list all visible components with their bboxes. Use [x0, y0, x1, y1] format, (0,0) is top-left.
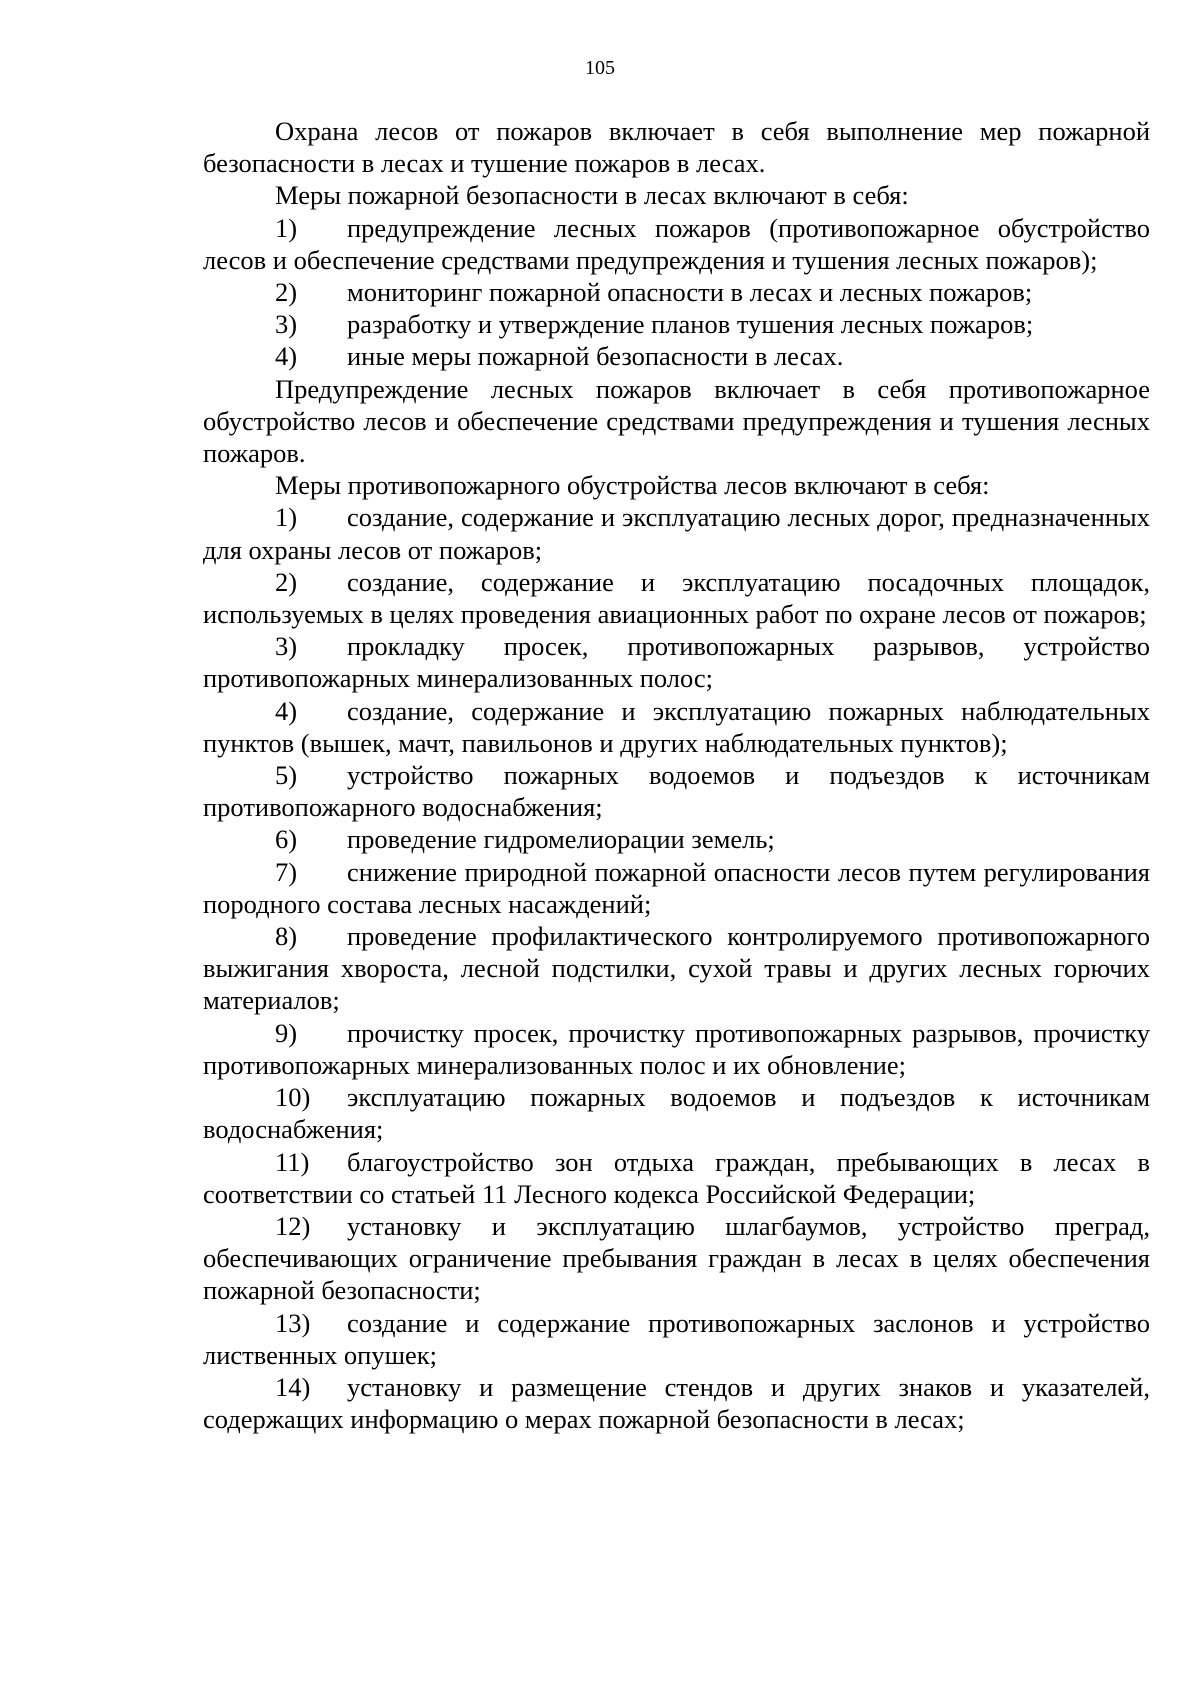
list-item-number: 7) [275, 856, 298, 887]
list-item [203, 308, 1150, 340]
document-body [203, 115, 1150, 1435]
list-item [203, 1307, 1150, 1371]
list-item [203, 566, 1150, 630]
list-item-text: эксплуатацию пожарных водоемов и подъездов к источникам водоснабжения; [203, 1082, 1150, 1145]
list-item [203, 1081, 1150, 1145]
list-item [203, 1210, 1150, 1307]
list-item [203, 1017, 1150, 1081]
page-number: 105 [585, 57, 615, 79]
list-item-number: 9) [275, 1017, 298, 1048]
list-item [203, 501, 1150, 565]
list-item-number: 3) [275, 309, 298, 340]
list-item-text: благоустройство зон отдыха граждан, пребывающих в лесах в соответствии со статьей 11 Лесного кодекса Российской Федерации; [203, 1146, 1150, 1209]
list-item-text: предупреждение лесных пожаров (противопожарное обустройство лесов и обеспечение средствами предупреждения и тушения лесных пожаров); [203, 212, 1150, 275]
list-item-number: 11) [275, 1146, 310, 1177]
list-item-number: 1) [275, 212, 298, 243]
list-item-text: создание, содержание и эксплуатацию пожарных наблюдательных пунктов (вышек, мачт, павильонов и других наблюдательных пунктов); [203, 695, 1150, 758]
list-item-text: иные меры пожарной безопасности в лесах. [347, 341, 844, 372]
list-item-number: 14) [275, 1371, 311, 1402]
list-item [203, 630, 1150, 694]
paragraph: Меры противопожарного обустройства лесов включают в себя: [275, 470, 990, 501]
list-item [203, 823, 1150, 855]
list-item-number: 2) [275, 277, 298, 308]
list-item [203, 759, 1150, 823]
list-item-text: установку и эксплуатацию шлагбаумов, устройство преград, обеспечивающих ограничение пребывания граждан в лесах в целях обеспечения пожарной безопасности; [203, 1210, 1150, 1306]
list-item-text: снижение природной пожарной опасности лесов путем регулирования породного состава лесных насаждений; [203, 856, 1150, 919]
list-item-number: 3) [275, 631, 298, 662]
paragraph: Предупреждение лесных пожаров включает в себя противопожарное обустройство лесов и обеспечение средствами предупреждения и тушения лесных пожаров. [203, 373, 1150, 469]
list-item [203, 276, 1150, 308]
list-item [203, 212, 1150, 276]
list-item-number: 13) [275, 1307, 311, 1338]
list-item [203, 920, 1150, 1017]
list-item-number: 6) [275, 824, 298, 855]
list-item-text: устройство пожарных водоемов и подъездов к источникам противопожарного водоснабжения; [203, 760, 1150, 823]
list-item-number: 1) [275, 502, 298, 533]
list-item-text: проведение гидромелиорации земель; [347, 824, 775, 855]
list-item-text: установку и размещение стендов и других знаков и указателей, содержащих информацию о мерах пожарной безопасности в лесах; [203, 1371, 1150, 1435]
list-item-text: прокладку просек, противопожарных разрывов, устройство противопожарных минерализованных полос; [203, 631, 1150, 694]
paragraph: Охрана лесов от пожаров включает в себя выполнение мер пожарной безопасности в лесах и тушение пожаров в лесах. [203, 116, 1150, 179]
list-item-text: создание, содержание и эксплуатацию лесных дорог, предназначенных для охраны лесов от пожаров; [203, 502, 1150, 565]
list-item-number: 4) [275, 341, 298, 372]
list-item [203, 695, 1150, 759]
list-item-number: 10) [275, 1082, 311, 1113]
list-item [203, 340, 1150, 372]
list-item-number: 2) [275, 566, 298, 597]
list-item-text: прочистку просек, прочистку противопожарных разрывов, прочистку противопожарных минерализованных полос и их обновление; [203, 1017, 1150, 1080]
list-item-number: 12) [275, 1210, 311, 1241]
list-item [203, 856, 1150, 920]
paragraph: Меры пожарной безопасности в лесах включают в себя: [275, 180, 909, 211]
list-item [203, 1371, 1150, 1435]
list-item-number: 5) [275, 760, 298, 791]
list-item-number: 8) [275, 921, 298, 952]
list-item-text: мониторинг пожарной опасности в лесах и лесных пожаров; [347, 277, 1033, 308]
list-item-text: создание и содержание противопожарных заслонов и устройство лиственных опушек; [203, 1307, 1150, 1370]
list-item-number: 4) [275, 695, 298, 726]
list-item-text: разработку и утверждение планов тушения лесных пожаров; [347, 309, 1034, 340]
list-item-text: создание, содержание и эксплуатацию посадочных площадок, используемых в целях проведения авиационных работ по охране лесов от пожаров; [203, 566, 1150, 630]
list-item [203, 1146, 1150, 1210]
list-item-text: проведение профилактического контролируемого противопожарного выжигания хвороста, лесной подстилки, сухой травы и других лесных горючих материалов; [203, 921, 1150, 1016]
